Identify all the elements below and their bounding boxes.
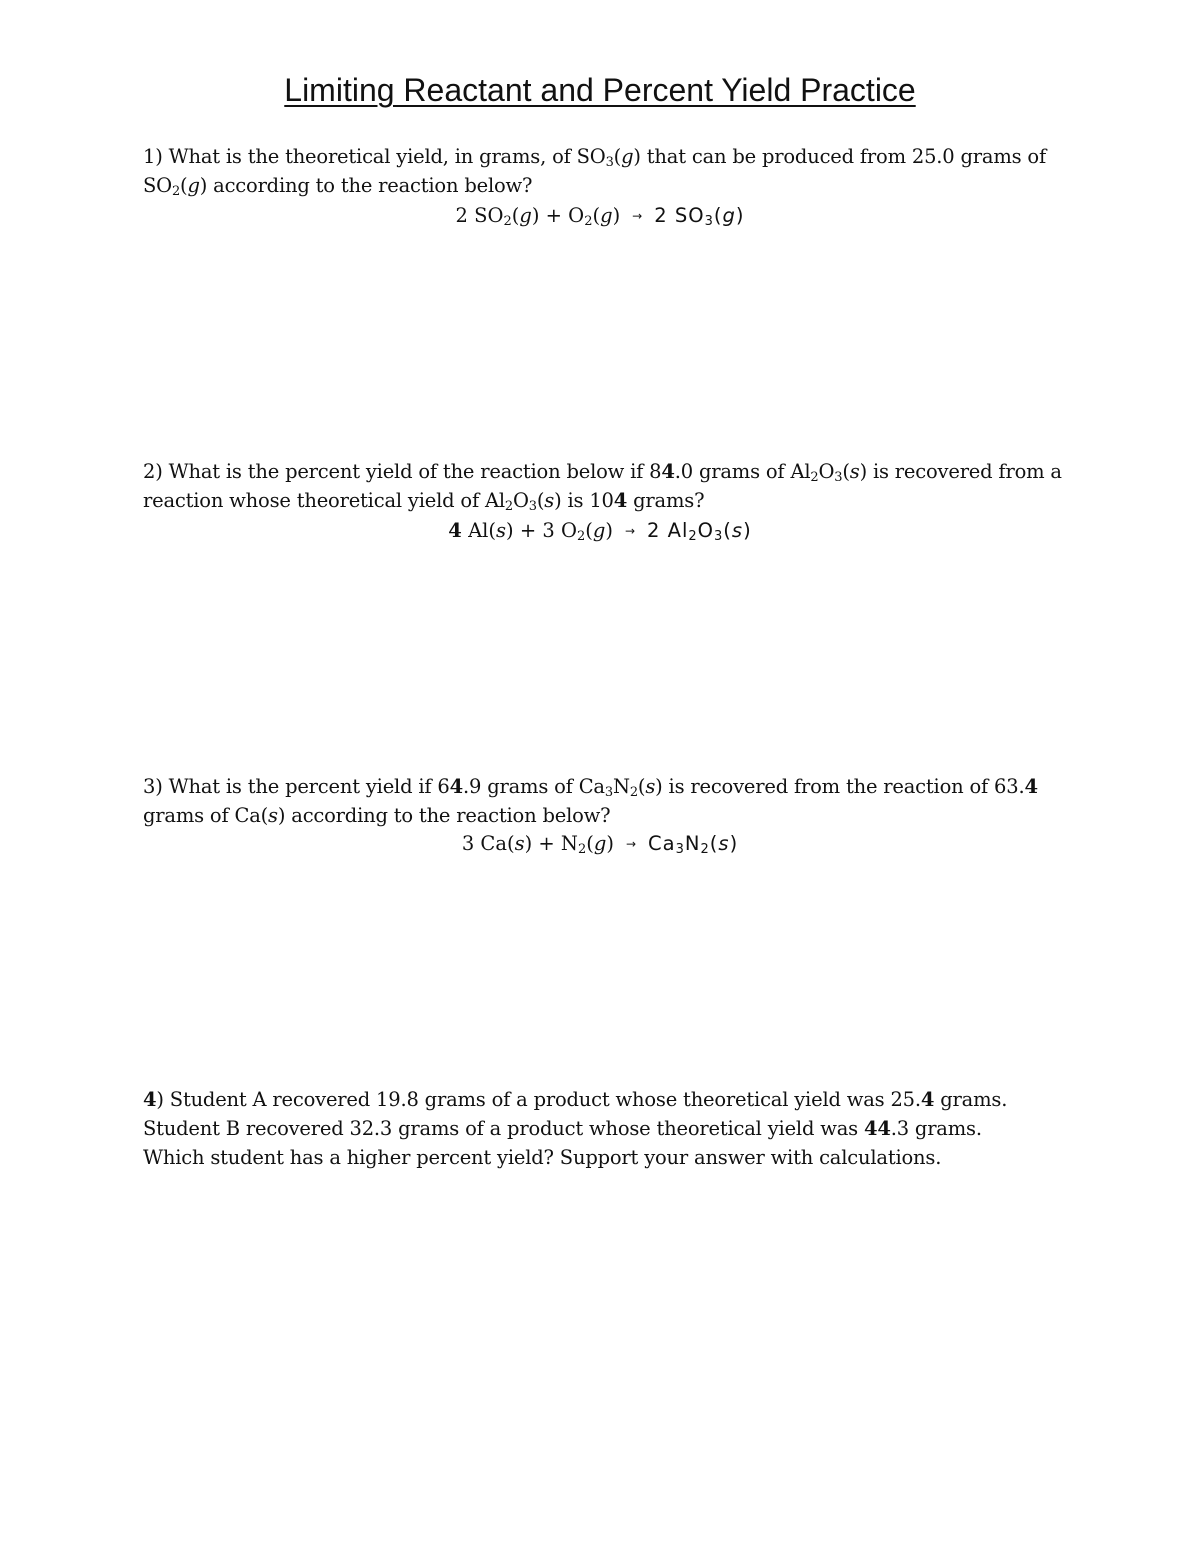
question-line: Student B recovered 32.3 grams of a product whose theoretical yield was 44.3 grams. (143, 1117, 982, 1140)
question-text: What is the percent yield of the reaction below if 84.0 grams of $Al_2O_3(s)$ is recovered from a reaction whose theoretical yield of $Al_2O_3(s)$ is 104 grams? (143, 460, 1062, 514)
question-1 (143, 142, 1073, 200)
question-4 (143, 1085, 1073, 1172)
question-line: Which student has a higher percent yield? Support your answer with calculations. (143, 1146, 942, 1169)
question-number: 1) (143, 145, 163, 168)
arrow-icon: → (625, 837, 637, 851)
question-2 (143, 457, 1073, 515)
equation-1: 2 $SO_2(g) + O_2(g) \to 2$ $SO_3(g)$ (455, 204, 745, 229)
equation-2: 4 Al(s) + 3 $O_2(g) \to 2$ $Al_2O_3(s)$ (448, 519, 752, 544)
question-line: 4) Student A recovered 19.8 grams of a product whose theoretical yield was 25.4 grams. (143, 1088, 1008, 1111)
question-3 (143, 772, 1073, 830)
equation-3: 3 $Ca(s) + N_2(g) \to Ca_3N_2(s)$ (461, 832, 739, 857)
question-text: What is the theoretical yield, in grams, of $SO_3(g)$ that can be produced from 25.0 grams of $SO_2(g)$ according to the reaction below? (143, 145, 1046, 199)
question-number: 2) (143, 460, 163, 483)
question-text: What is the percent yield if 64.9 grams of $Ca_3N_2(s)$ is recovered from the reaction of 63.4 grams of Ca(s) according to the reaction below? (143, 775, 1038, 827)
question-number: 3) (143, 775, 163, 798)
arrow-icon: → (624, 524, 635, 538)
arrow-icon: → (632, 209, 643, 223)
page-title: Limiting Reactant and Percent Yield Practice (284, 72, 916, 108)
